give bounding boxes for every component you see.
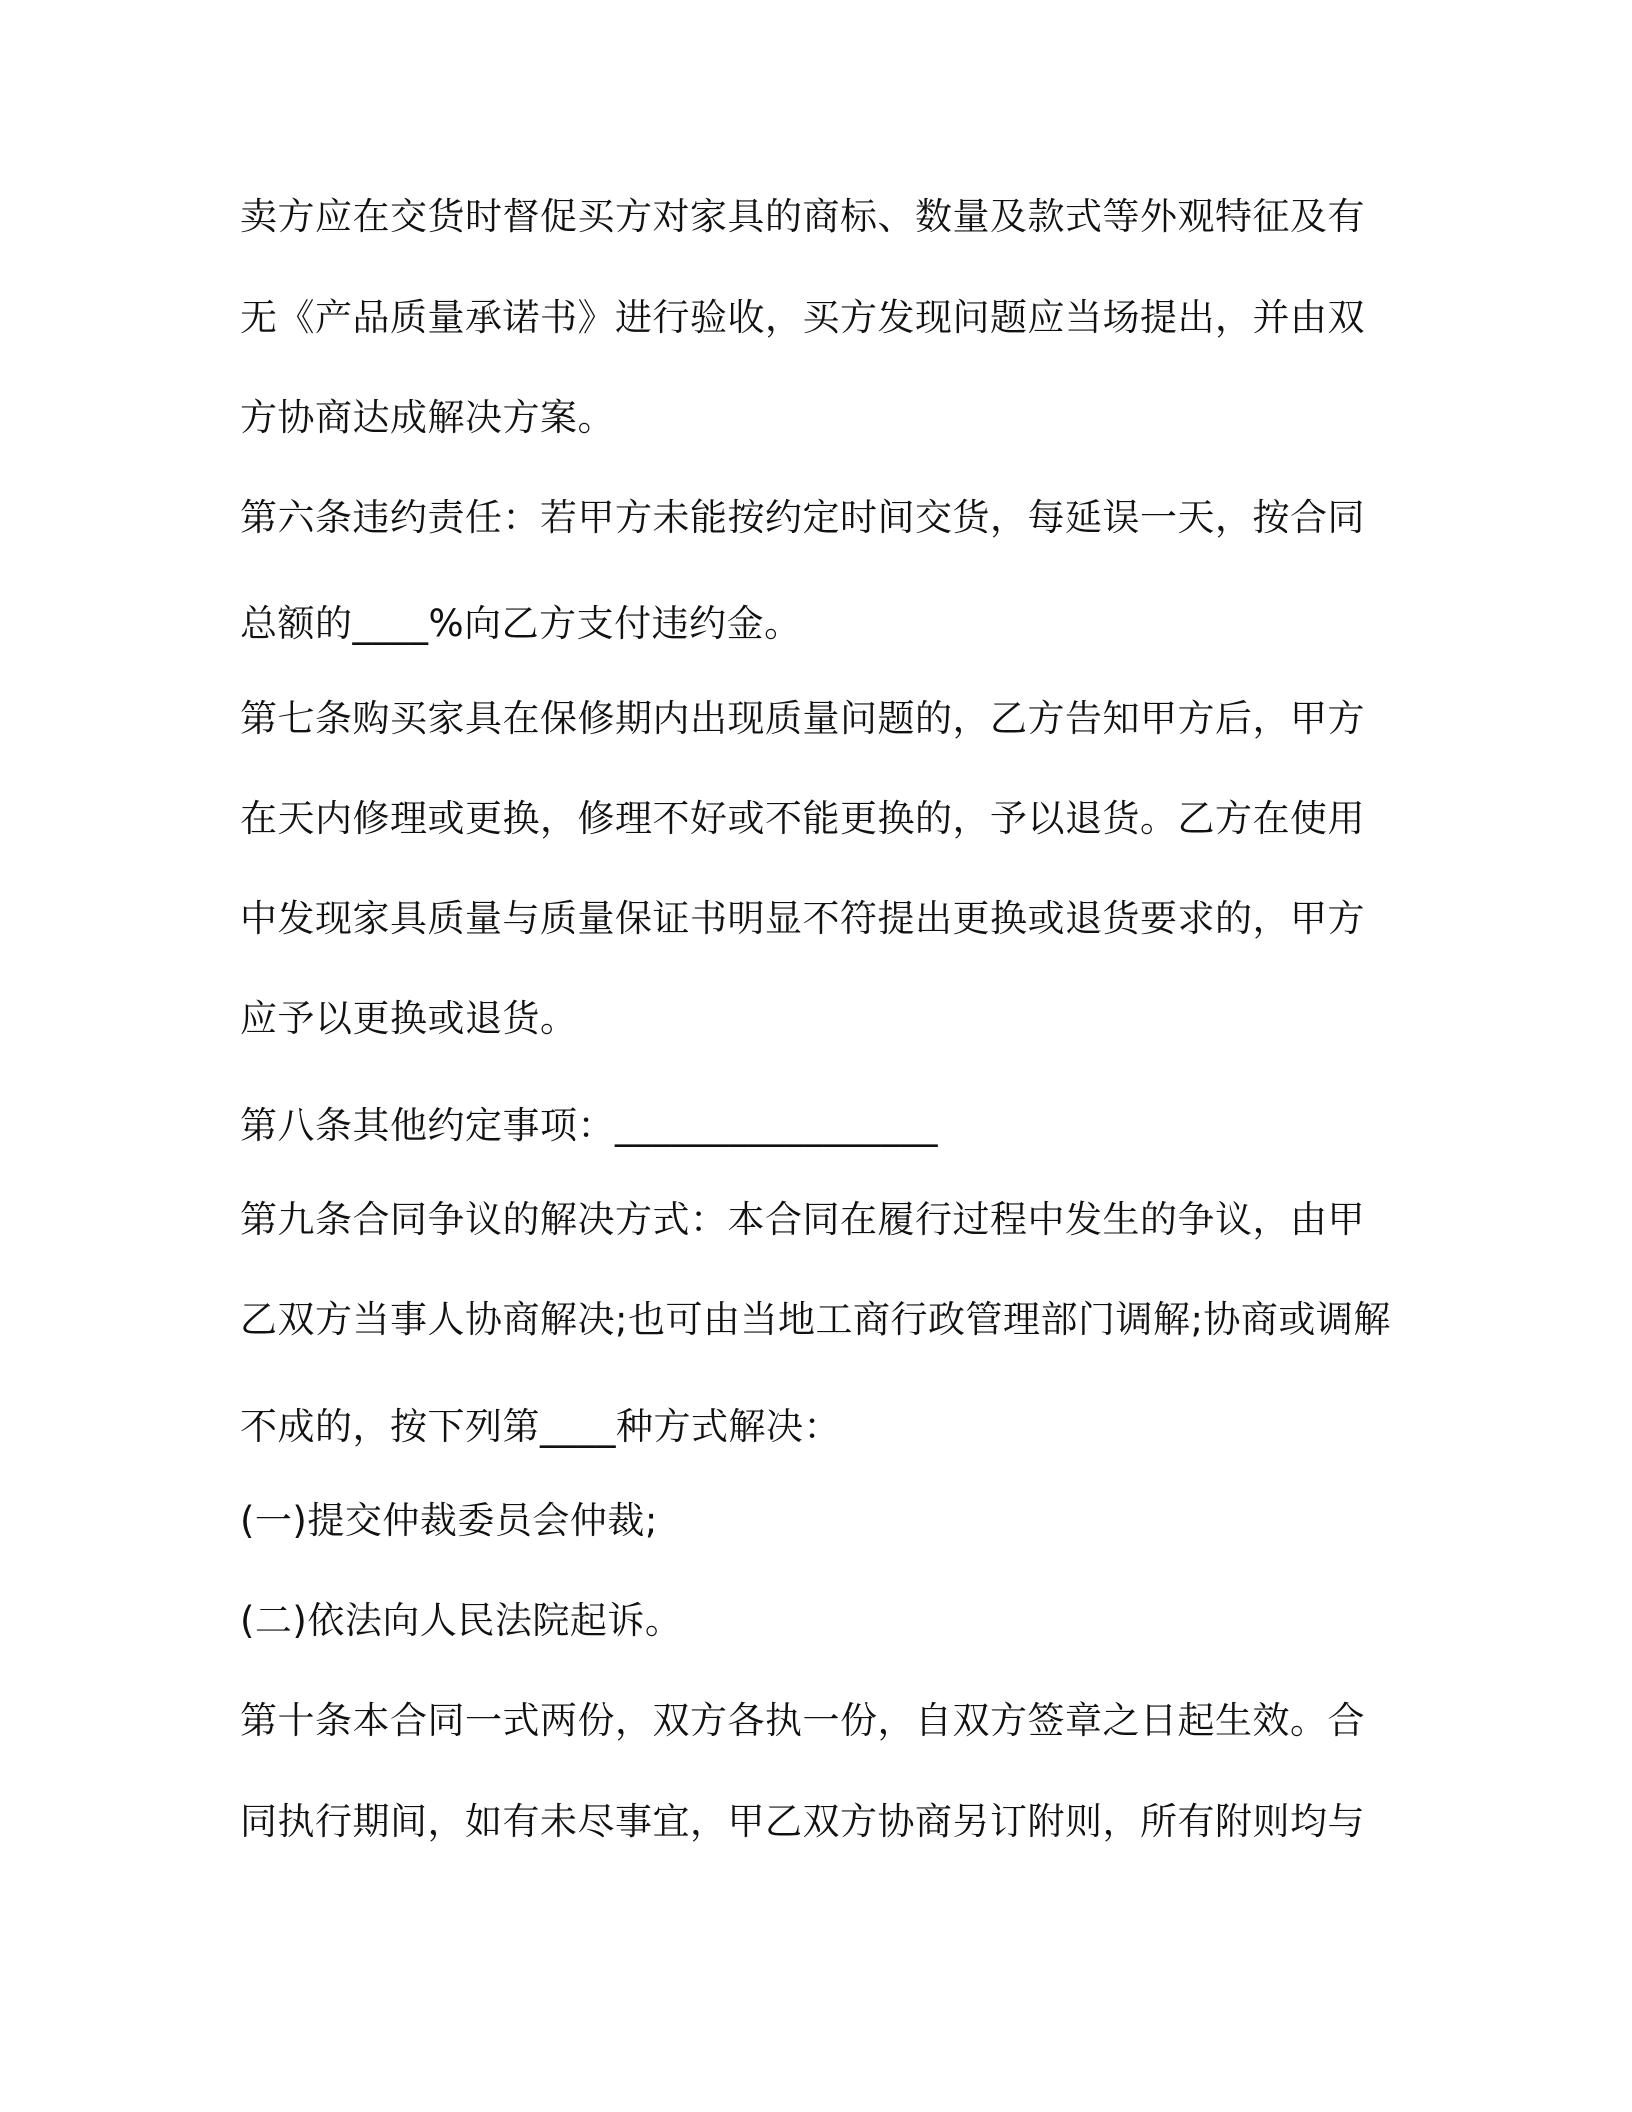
text-line: 第七条购买家具在保修期内出现质量问题的，乙方告知甲方后，甲方: [240, 697, 1365, 740]
text-line: 卖方应在交货时督促买方对家具的商标、数量及款式等外观特征及有: [240, 195, 1365, 238]
text-line: 中发现家具质量与质量保证书明显不符提出更换或退货要求的，甲方: [240, 897, 1365, 940]
text-line: 在天内修理或更换，修理不好或不能更换的，予以退货。乙方在使用: [240, 797, 1365, 840]
text-line: 方协商达成解决方案。: [240, 396, 615, 439]
text-line: 第九条合同争议的解决方式：本合同在履行过程中发生的争议，由甲: [240, 1198, 1365, 1241]
text-line: (二)依法向人民法院起诉。: [240, 1599, 683, 1642]
text-line: 不成的，按下列第____种方式解决：: [240, 1405, 841, 1448]
text-line: 无《产品质量承诺书》进行验收，买方发现问题应当场提出，并由双: [240, 296, 1365, 339]
text-line: 同执行期间，如有未尽事宜，甲乙双方协商另订附则，所有附则均与: [240, 1800, 1365, 1843]
text-line: 总额的____%向乙方支付违约金。: [240, 602, 802, 645]
text-line: 第六条违约责任：若甲方未能按约定时间交货，每延误一天，按合同: [240, 496, 1365, 539]
text-line: (一)提交仲裁委员会仲裁;: [240, 1499, 658, 1542]
text-line: 第八条其他约定事项：_________________: [240, 1104, 938, 1147]
text-line: 第十条本合同一式两份，双方各执一份，自双方签章之日起生效。合: [240, 1699, 1365, 1742]
text-line: 乙双方当事人协商解决;也可由当地工商行政管理部门调解;协商或调解: [240, 1298, 1391, 1341]
text-line: 应予以更换或退货。: [240, 997, 578, 1040]
